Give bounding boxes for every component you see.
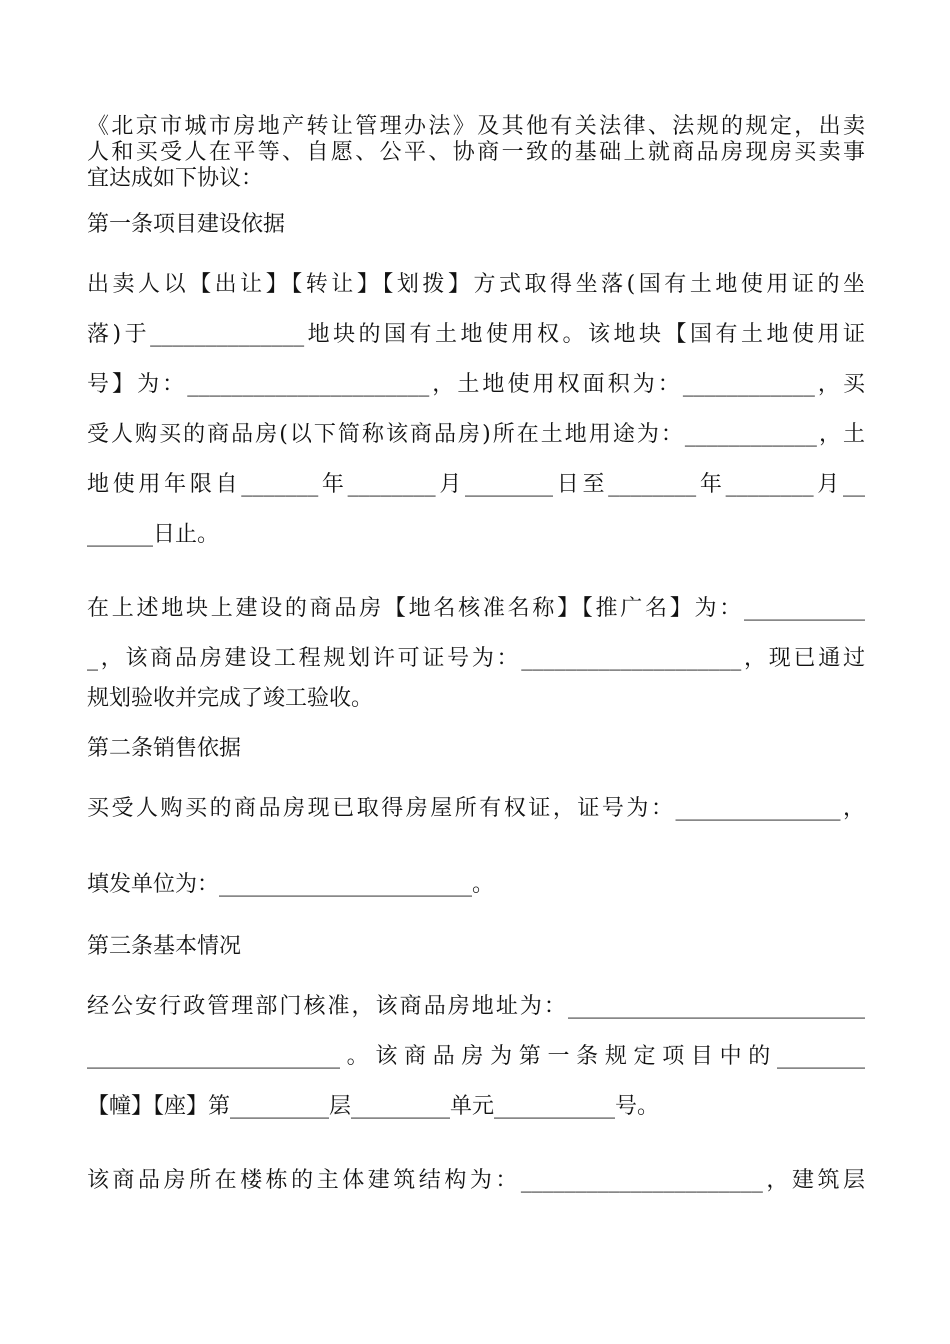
article-2-heading: 第二条销售依据 xyxy=(87,736,242,761)
intro-line: 人和买受人在平等、自愿、公平、协商一致的基础上就商品房现房买卖事 xyxy=(87,140,865,165)
article-1-text-line: 在上述地块上建设的商品房【地名核准名称】【推广名】为：___________ xyxy=(87,596,865,621)
article-1-heading: 第一条项目建设依据 xyxy=(87,212,286,237)
article-1-text-line: ______日止。 xyxy=(87,522,220,547)
article-1-text-line: _，该商品房建设工程规划许可证号为：____________________，现已通过 xyxy=(87,646,865,671)
article-1-text-line: 规划验收并完成了竣工验收。 xyxy=(87,686,374,711)
article-1-text-line: 受人购买的商品房(以下简称该商品房)所在土地用途为：____________，土 xyxy=(87,422,865,447)
article-1-text-line: 号】为：______________________，土地使用权面积为：____________，买 xyxy=(87,372,865,397)
article-1-text-line: 出卖人以【出让】【转让】【划拨】方式取得坐落(国有土地使用证的坐 xyxy=(87,272,865,297)
intro-line: 宜达成如下协议： xyxy=(87,166,264,191)
article-1-text-line: 落)于______________地块的国有土地使用权。该地块【国有土地使用证 xyxy=(87,322,865,347)
article-3-heading: 第三条基本情况 xyxy=(87,934,242,959)
article-3-text-line: _______________________。该商品房为第一条规定项目中的________ xyxy=(87,1044,865,1069)
article-3-text-line: 【幢】【座】第_________层_________单元___________号。 xyxy=(87,1094,660,1119)
intro-line: 《北京市城市房地产转让管理办法》及其他有关法律、法规的规定，出卖 xyxy=(87,114,865,139)
article-2-text-line: 买受人购买的商品房现已取得房屋所有权证，证号为：_______________， xyxy=(87,796,865,821)
article-3-text-line: 经公安行政管理部门核准，该商品房地址为：___________________________ xyxy=(87,994,865,1019)
article-1-text-line: 地使用年限自_______年________月________日至________年________月__ xyxy=(87,472,865,497)
article-3-text-line: 该商品房所在楼栋的主体建筑结构为：______________________，建筑层 xyxy=(87,1168,865,1193)
article-2-text-line: 填发单位为：_______________________。 xyxy=(87,872,495,897)
